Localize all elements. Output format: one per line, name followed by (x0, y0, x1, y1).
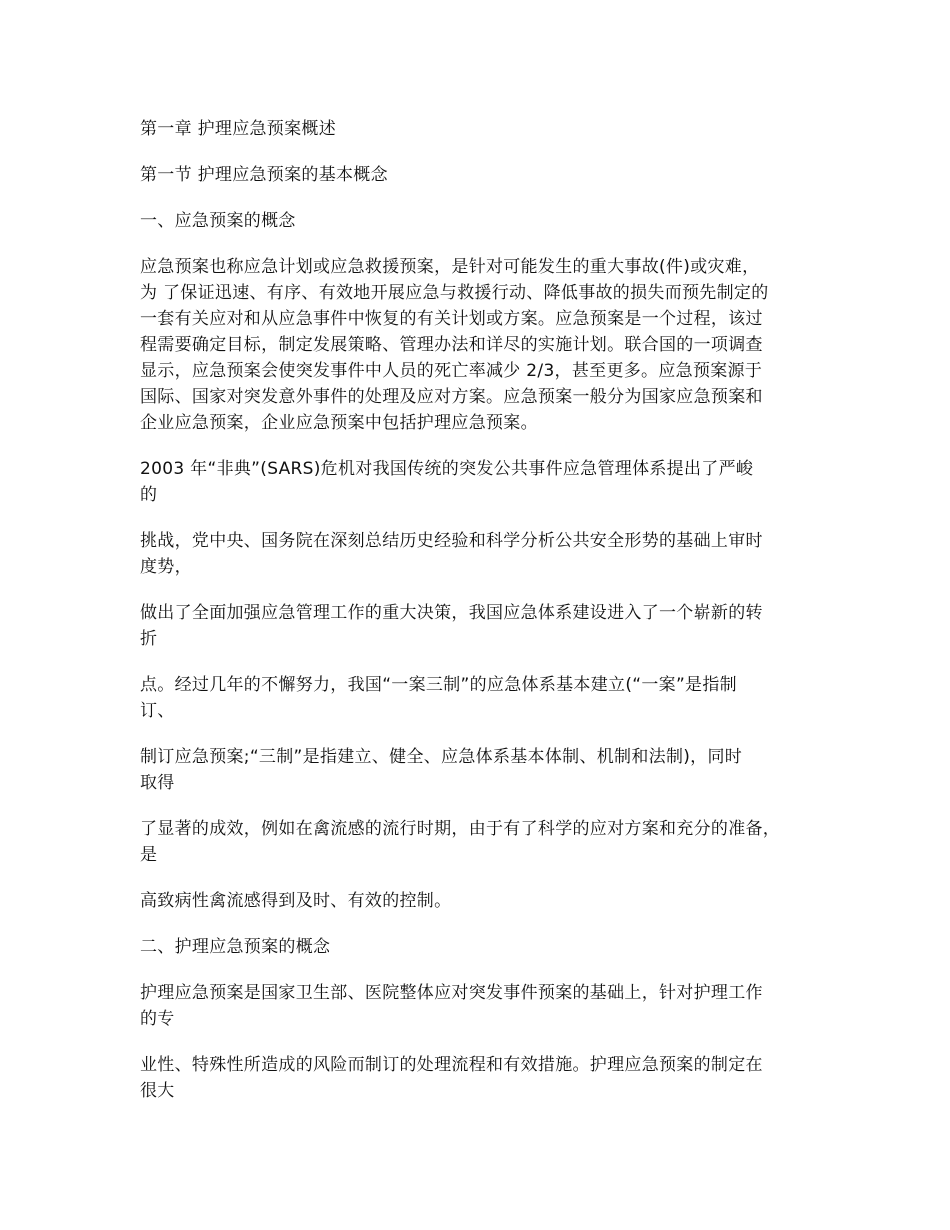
paragraph-line: 点。经过几年的不懈努力，我国“一案三制”的应急体系基本建立(“一案”是指制 (140, 675, 737, 695)
paragraph-line: 的专 (140, 1009, 175, 1029)
paragraph-line: 很大 (140, 1081, 175, 1101)
paragraph-line: 一套有关应对和从应急事件中恢复的有关计划或方案。应急预案是一个过程，该过 (140, 309, 763, 329)
paragraph-line: 高致病性禽流感得到及时、有效的控制。 (140, 891, 452, 911)
paragraph-block (140, 456, 812, 508)
paragraph-line: 企业应急预案，企业应急预案中包括护理应急预案。 (140, 413, 538, 433)
paragraph-line: 2003 年“非典”(SARS)危机对我国传统的突发公共事件应急管理体系提出了严峻 (140, 459, 754, 479)
subsection-title: 一、应急预案的概念 (140, 211, 296, 231)
chapter-title: 第一章 护理应急预案概述 (140, 119, 337, 139)
paragraph-line: 度势， (140, 557, 192, 577)
paragraph-line: 业性、特殊性所造成的风险而制订的处理流程和有效措施。护理应急预案的制定在 (140, 1055, 763, 1075)
paragraph-line: 护理应急预案是国家卫生部、医院整体应对突发事件预案的基础上，针对护理工作 (140, 983, 763, 1003)
paragraph-line: 程需要确定目标，制定发展策略、管理办法和详尽的实施计划。联合国的一项调查 (140, 335, 763, 355)
subsection-title: 二、护理应急预案的概念 (140, 937, 331, 957)
paragraph-block (140, 1052, 812, 1104)
paragraph-block (140, 816, 812, 868)
paragraph-block (140, 888, 812, 914)
paragraph-line: 显示，应急预案会使突发事件中人员的死亡率减少 2/3，甚至更多。应急预案源于 (140, 361, 763, 381)
section-title: 第一节 护理应急预案的基本概念 (140, 165, 388, 185)
paragraph-line: 挑战，党中央、国务院在深刻总结历史经验和科学分析公共安全形势的基础上审时 (140, 531, 763, 551)
paragraph-block (140, 672, 812, 724)
paragraph-line: 做出了全面加强应急管理工作的重大决策，我国应急体系建设进入了一个崭新的转 (140, 603, 763, 623)
paragraph-block (140, 528, 812, 580)
document-page (140, 116, 812, 1124)
paragraph-line: 了显著的成效，例如在禽流感的流行时期，由于有了科学的应对方案和充分的准备， (140, 819, 781, 839)
paragraph-line: 是 (140, 845, 158, 865)
paragraph-line: 应急预案也称应急计划或应急救援预案，是针对可能发生的重大事故(件)或灾难， (140, 257, 760, 277)
paragraph-line: 制订应急预案;“三制”是指建立、健全、应急体系基本体制、机制和法制)，同时 (140, 747, 743, 767)
paragraph-line: 折 (140, 629, 158, 649)
paragraph-line: 的 (140, 485, 158, 505)
paragraph-line: 为 了保证迅速、有序、有效地开展应急与救援行动、降低事故的损失而预先制定的 (140, 283, 769, 303)
paragraph-block (140, 600, 812, 652)
paragraph-line: 订、 (140, 701, 175, 721)
paragraph-block (140, 744, 812, 796)
paragraph (140, 254, 812, 436)
paragraph-line: 国际、国家对突发意外事件的处理及应对方案。应急预案一般分为国家应急预案和 (140, 387, 763, 407)
paragraph-line: 取得 (140, 773, 175, 793)
paragraph-block (140, 980, 812, 1032)
